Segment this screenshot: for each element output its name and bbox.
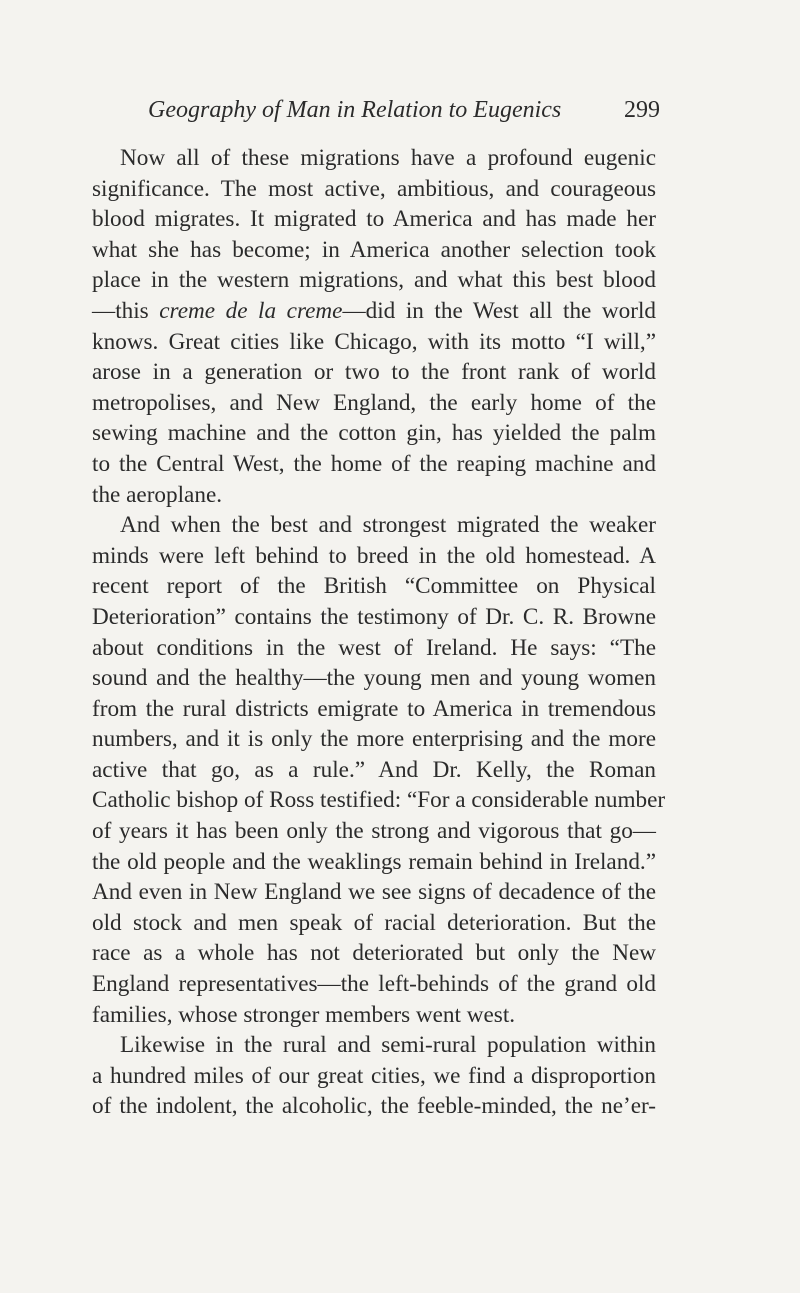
text-line: the old people and the weaklings remain behind in Ireland.” (92, 848, 656, 875)
text-line: place in the western migrations, and what this best blood (92, 267, 656, 294)
text-line: sound and the healthy—the young men and young women (92, 665, 656, 692)
running-title: Geography of Man in Relation to Eugenics (148, 97, 562, 123)
body-text (92, 143, 666, 1122)
text-line: Now all of these migrations have a profound eugenic (120, 145, 656, 171)
text-line: what she has become; in America another selection took (92, 236, 656, 263)
text-line (92, 296, 656, 327)
italic-phrase: creme de la creme (159, 297, 343, 324)
text-line: minds were left behind to breed in the old homestead. A (92, 542, 656, 569)
text-line: the aeroplane. (92, 481, 223, 508)
text-line: from the rural districts emigrate to America in tremendous (92, 695, 656, 722)
text-line: recent report of the British “Committee on Physical (92, 573, 656, 600)
text-line: knows. Great cities like Chicago, with its motto “I will,” (92, 328, 656, 355)
text-line: arose in a generation or two to the front rank of world (92, 359, 656, 386)
text-line: of the indolent, the alcoholic, the feeble-minded, the ne’er- (92, 1093, 656, 1120)
text-segment: —did in the West all the world (342, 297, 656, 324)
text-line: metropolises, and New England, the early home of the (92, 389, 656, 416)
text-line: a hundred miles of our great cities, we find a disproportion (92, 1062, 656, 1089)
page-number: 299 (624, 97, 660, 123)
text-line: numbers, and it is only the more enterprising and the more (92, 726, 656, 753)
text-line: race as a whole has not deteriorated but only the New (92, 940, 656, 967)
text-line: about conditions in the west of Ireland. He says: “The (92, 634, 656, 661)
text-line: And even in New England we see signs of decadence of the (92, 879, 656, 906)
text-segment: —this (92, 297, 160, 324)
text-line: old stock and men speak of racial deterioration. But the (92, 909, 656, 936)
text-line: Deterioration” contains the testimony of Dr. C. R. Browne (92, 603, 656, 630)
text-line: significance. The most active, ambitious, and courageous (92, 175, 656, 202)
text-line: of years it has been only the strong and vigorous that go— (92, 818, 656, 845)
text-line: blood migrates. It migrated to America and has made her (92, 206, 656, 233)
text-line: Likewise in the rural and semi-rural population within (120, 1032, 656, 1059)
text-line: sewing machine and the cotton gin, has yielded the palm (92, 420, 656, 447)
text-line: Catholic bishop of Ross testified: “For a considerable number (92, 787, 666, 814)
text-line: families, whose stronger members went west. (92, 1001, 516, 1028)
text-line: England representatives—the left-behinds of the grand old (92, 971, 656, 998)
text-line: active that go, as a rule.” And Dr. Kelly, the Roman (92, 756, 656, 783)
running-head (148, 93, 660, 127)
text-line: to the Central West, the home of the reaping machine and (92, 450, 656, 477)
text-line: And when the best and strongest migrated the weaker (120, 512, 656, 539)
